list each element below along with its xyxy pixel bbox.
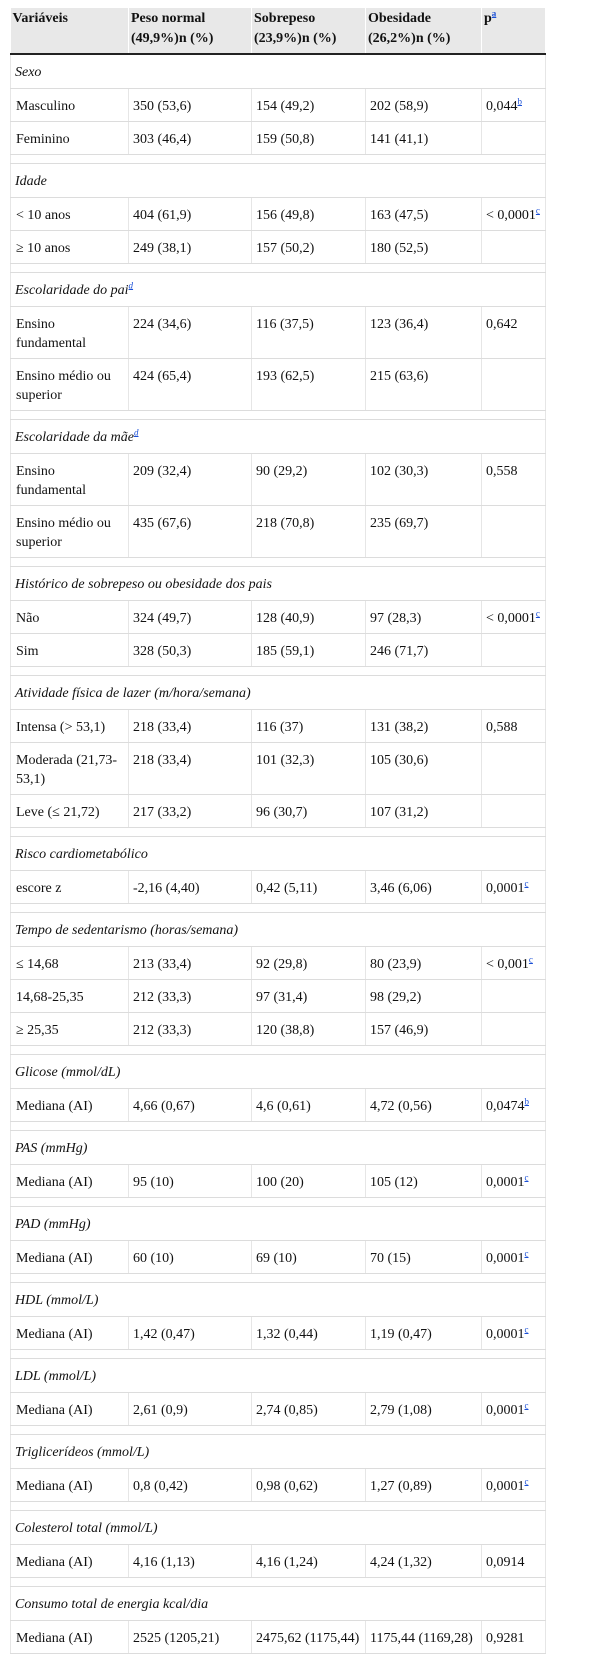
category-row <box>11 164 546 198</box>
row-label-cell: 14,68-25,35 <box>11 980 129 1013</box>
table-row <box>11 1013 546 1046</box>
category-row <box>11 54 546 89</box>
table-row <box>11 980 546 1013</box>
obesidade-cell: 246 (71,7) <box>366 634 482 667</box>
p-value-cell <box>482 1165 546 1198</box>
category-row <box>11 567 546 601</box>
group-spacer <box>11 667 546 676</box>
p-value-cell <box>482 506 546 558</box>
footnote-link[interactable]: b <box>524 1096 529 1107</box>
group-spacer <box>11 904 546 913</box>
category-label: HDL (mmol/L) <box>15 1293 99 1308</box>
spacer-cell <box>11 1426 546 1435</box>
category-row <box>11 1435 546 1469</box>
category-title <box>11 913 546 947</box>
group-spacer <box>11 1578 546 1587</box>
obesidade-cell: 141 (41,1) <box>366 122 482 155</box>
obesidade-cell: 163 (47,5) <box>366 198 482 231</box>
spacer-cell <box>11 828 546 837</box>
footnote-link[interactable]: c <box>524 878 529 889</box>
table-row <box>11 231 546 264</box>
category-row <box>11 837 546 871</box>
category-row <box>11 913 546 947</box>
p-value-cell <box>482 1013 546 1046</box>
p-value: 0,0001 <box>486 1175 525 1190</box>
peso-normal-cell: -2,16 (4,40) <box>129 871 252 904</box>
spacer-cell <box>11 904 546 913</box>
footnote-link[interactable]: c <box>524 1172 529 1183</box>
category-label: PAD (mmHg) <box>15 1217 91 1232</box>
p-value-cell <box>482 1469 546 1502</box>
p-value-cell <box>482 634 546 667</box>
row-label-cell: Ensino médio ou superior <box>11 506 129 558</box>
table-row <box>11 1241 546 1274</box>
group-spacer <box>11 1046 546 1055</box>
category-title <box>11 273 546 307</box>
peso-normal-cell: 4,16 (1,13) <box>129 1545 252 1578</box>
row-label-cell: Mediana (AI) <box>11 1089 129 1122</box>
obesidade-cell: 215 (63,6) <box>366 359 482 411</box>
p-value-cell <box>482 1393 546 1426</box>
p-value-cell <box>482 359 546 411</box>
footnote-link[interactable]: c <box>535 205 540 216</box>
category-row <box>11 1587 546 1621</box>
category-title <box>11 1283 546 1317</box>
obesidade-cell: 80 (23,9) <box>366 947 482 980</box>
spacer-cell <box>11 1578 546 1587</box>
obesidade-cell: 4,24 (1,32) <box>366 1545 482 1578</box>
peso-normal-cell: 4,66 (0,67) <box>129 1089 252 1122</box>
peso-normal-cell: 218 (33,4) <box>129 743 252 795</box>
peso-normal-cell: 213 (33,4) <box>129 947 252 980</box>
p-value-cell <box>482 1089 546 1122</box>
spacer-cell <box>11 1122 546 1131</box>
table-row <box>11 506 546 558</box>
sobrepeso-cell: 100 (20) <box>252 1165 366 1198</box>
category-title <box>11 1055 546 1089</box>
obesidade-cell: 1175,44 (1169,28) <box>366 1621 482 1654</box>
sobrepeso-cell: 128 (40,9) <box>252 601 366 634</box>
peso-normal-cell: 1,42 (0,47) <box>129 1317 252 1350</box>
obesidade-cell: 235 (69,7) <box>366 506 482 558</box>
p-value: < 0,001 <box>486 957 529 972</box>
p-value-cell <box>482 1241 546 1274</box>
category-row <box>11 676 546 710</box>
category-label: Glicose (mmol/dL) <box>15 1065 121 1080</box>
sobrepeso-cell: 116 (37,5) <box>252 307 366 359</box>
sobrepeso-cell: 1,32 (0,44) <box>252 1317 366 1350</box>
table-row <box>11 743 546 795</box>
group-spacer <box>11 1122 546 1131</box>
row-label-cell: Mediana (AI) <box>11 1317 129 1350</box>
category-label: Idade <box>15 174 47 189</box>
row-label-cell: Não <box>11 601 129 634</box>
sobrepeso-cell: 101 (32,3) <box>252 743 366 795</box>
obesidade-cell: 97 (28,3) <box>366 601 482 634</box>
p-value-cell <box>482 198 546 231</box>
peso-normal-cell: 2,61 (0,9) <box>129 1393 252 1426</box>
row-label-cell: ≥ 25,35 <box>11 1013 129 1046</box>
table-row <box>11 1621 546 1654</box>
p-value: 0,0914 <box>486 1555 525 1570</box>
category-title <box>11 54 546 89</box>
category-row <box>11 273 546 307</box>
footnote-link[interactable]: c <box>524 1476 529 1487</box>
row-label-cell: Ensino fundamental <box>11 307 129 359</box>
row-label-cell: Mediana (AI) <box>11 1621 129 1654</box>
category-row <box>11 1055 546 1089</box>
p-value-cell <box>482 1621 546 1654</box>
table-row <box>11 454 546 506</box>
obesidade-cell: 105 (12) <box>366 1165 482 1198</box>
p-value: 0,0001 <box>486 1403 525 1418</box>
row-label-cell: Mediana (AI) <box>11 1241 129 1274</box>
category-title <box>11 1359 546 1393</box>
sobrepeso-cell: 97 (31,4) <box>252 980 366 1013</box>
p-value: < 0,0001 <box>486 611 536 626</box>
footnote-link[interactable]: a <box>491 8 497 19</box>
peso-normal-cell: 424 (65,4) <box>129 359 252 411</box>
sobrepeso-cell: 185 (59,1) <box>252 634 366 667</box>
category-row <box>11 1131 546 1165</box>
footnote-link[interactable]: c <box>535 608 540 619</box>
header-variaveis: Variáveis <box>11 8 129 54</box>
p-value-cell <box>482 231 546 264</box>
row-label-cell: Ensino médio ou superior <box>11 359 129 411</box>
peso-normal-cell: 303 (46,4) <box>129 122 252 155</box>
category-row <box>11 1207 546 1241</box>
row-label-cell: Masculino <box>11 89 129 122</box>
category-title <box>11 837 546 871</box>
peso-normal-cell: 2525 (1205,21) <box>129 1621 252 1654</box>
table-row <box>11 1393 546 1426</box>
p-value: 0,0001 <box>486 881 525 896</box>
p-value: 0,0001 <box>486 1479 525 1494</box>
sobrepeso-cell: 2,74 (0,85) <box>252 1393 366 1426</box>
group-spacer <box>11 1426 546 1435</box>
category-title <box>11 1131 546 1165</box>
p-value-cell <box>482 710 546 743</box>
p-value-cell <box>482 795 546 828</box>
peso-normal-cell: 212 (33,3) <box>129 980 252 1013</box>
obesidade-cell: 123 (36,4) <box>366 307 482 359</box>
group-spacer <box>11 1274 546 1283</box>
sobrepeso-cell: 154 (49,2) <box>252 89 366 122</box>
p-value: 0,9281 <box>486 1631 525 1646</box>
sobrepeso-cell: 157 (50,2) <box>252 231 366 264</box>
table-row <box>11 1469 546 1502</box>
sobrepeso-cell: 2475,62 (1175,44) <box>252 1621 366 1654</box>
obesidade-cell: 70 (15) <box>366 1241 482 1274</box>
row-label-cell: ≤ 14,68 <box>11 947 129 980</box>
category-row <box>11 1359 546 1393</box>
group-spacer <box>11 828 546 837</box>
category-row <box>11 1283 546 1317</box>
row-label-cell: Mediana (AI) <box>11 1545 129 1578</box>
obesidade-cell: 4,72 (0,56) <box>366 1089 482 1122</box>
table-row <box>11 307 546 359</box>
obesidade-cell: 2,79 (1,08) <box>366 1393 482 1426</box>
table-row <box>11 1089 546 1122</box>
spacer-cell <box>11 1274 546 1283</box>
peso-normal-cell: 209 (32,4) <box>129 454 252 506</box>
table-header <box>11 8 546 54</box>
p-value: 0,558 <box>486 464 518 479</box>
obesidade-cell: 1,27 (0,89) <box>366 1469 482 1502</box>
p-value: 0,0001 <box>486 1327 525 1342</box>
p-value: 0,044 <box>486 99 518 114</box>
table-row <box>11 1545 546 1578</box>
obesidade-cell: 98 (29,2) <box>366 980 482 1013</box>
p-value-cell <box>482 1545 546 1578</box>
footnote-link[interactable]: c <box>524 1400 529 1411</box>
obesidade-cell: 202 (58,9) <box>366 89 482 122</box>
header-peso-normal: Peso normal (49,9%)n (%) <box>129 8 252 54</box>
spacer-cell <box>11 411 546 420</box>
sobrepeso-cell: 4,16 (1,24) <box>252 1545 366 1578</box>
table-row <box>11 795 546 828</box>
sobrepeso-cell: 159 (50,8) <box>252 122 366 155</box>
row-label-cell: Leve (≤ 21,72) <box>11 795 129 828</box>
p-value: 0,0474 <box>486 1099 525 1114</box>
peso-normal-cell: 350 (53,6) <box>129 89 252 122</box>
spacer-cell <box>11 264 546 273</box>
row-label-cell: Sim <box>11 634 129 667</box>
group-spacer <box>11 558 546 567</box>
p-value: 0,0001 <box>486 1251 525 1266</box>
sobrepeso-cell: 4,6 (0,61) <box>252 1089 366 1122</box>
peso-normal-cell: 224 (34,6) <box>129 307 252 359</box>
obesidade-cell: 180 (52,5) <box>366 231 482 264</box>
table-row <box>11 871 546 904</box>
category-label: Triglicerídeos (mmol/L) <box>15 1445 150 1460</box>
category-title <box>11 1207 546 1241</box>
category-label: Colesterol total (mmol/L) <box>15 1521 158 1536</box>
spacer-cell <box>11 667 546 676</box>
table-row <box>11 634 546 667</box>
category-label: Histórico de sobrepeso ou obesidade dos pais <box>15 577 272 592</box>
category-label: Escolaridade da mãe <box>15 430 134 445</box>
spacer-cell <box>11 1350 546 1359</box>
category-title <box>11 1435 546 1469</box>
sobrepeso-cell: 96 (30,7) <box>252 795 366 828</box>
table-row <box>11 89 546 122</box>
category-label: Consumo total de energia kcal/dia <box>15 1597 209 1612</box>
row-label-cell: < 10 anos <box>11 198 129 231</box>
p-value: 0,642 <box>486 317 518 332</box>
sobrepeso-cell: 0,42 (5,11) <box>252 871 366 904</box>
row-label-cell: Moderada (21,73-53,1) <box>11 743 129 795</box>
p-value-cell <box>482 89 546 122</box>
obesidade-cell: 107 (31,2) <box>366 795 482 828</box>
row-label-cell: escore z <box>11 871 129 904</box>
table-row <box>11 1317 546 1350</box>
peso-normal-cell: 404 (61,9) <box>129 198 252 231</box>
header-sobrepeso: Sobrepeso (23,9%)n (%) <box>252 8 366 54</box>
table-row <box>11 198 546 231</box>
row-label-cell: Mediana (AI) <box>11 1393 129 1426</box>
category-title <box>11 164 546 198</box>
group-spacer <box>11 1350 546 1359</box>
sobrepeso-cell: 116 (37) <box>252 710 366 743</box>
category-row <box>11 1511 546 1545</box>
category-label: Risco cardiometabólico <box>15 847 148 862</box>
category-row <box>11 420 546 454</box>
group-spacer <box>11 1198 546 1207</box>
category-title <box>11 567 546 601</box>
sobrepeso-cell: 69 (10) <box>252 1241 366 1274</box>
footnote-link[interactable]: d <box>133 427 139 438</box>
header-p-value: p$^a$ <box>482 8 546 54</box>
sobrepeso-cell: 193 (62,5) <box>252 359 366 411</box>
p-value-cell <box>482 122 546 155</box>
category-label: Sexo <box>15 65 42 80</box>
sobrepeso-cell: 120 (38,8) <box>252 1013 366 1046</box>
peso-normal-cell: 249 (38,1) <box>129 231 252 264</box>
p-value-cell <box>482 743 546 795</box>
category-title <box>11 676 546 710</box>
category-label: LDL (mmol/L) <box>15 1369 97 1384</box>
peso-normal-cell: 328 (50,3) <box>129 634 252 667</box>
sobrepeso-cell: 156 (49,8) <box>252 198 366 231</box>
row-label-cell: ≥ 10 anos <box>11 231 129 264</box>
footnote-link[interactable]: b <box>517 96 522 107</box>
peso-normal-cell: 324 (49,7) <box>129 601 252 634</box>
table-row <box>11 122 546 155</box>
spacer-cell <box>11 155 546 164</box>
row-label-cell: Ensino fundamental <box>11 454 129 506</box>
category-label: Tempo de sedentarismo (horas/semana) <box>15 923 239 938</box>
header-row <box>11 8 546 54</box>
obesidade-cell: 131 (38,2) <box>366 710 482 743</box>
spacer-cell <box>11 558 546 567</box>
peso-normal-cell: 218 (33,4) <box>129 710 252 743</box>
footnote-link[interactable]: c <box>524 1248 529 1259</box>
peso-normal-cell: 435 (67,6) <box>129 506 252 558</box>
peso-normal-cell: 95 (10) <box>129 1165 252 1198</box>
spacer-cell <box>11 1198 546 1207</box>
peso-normal-cell: 60 (10) <box>129 1241 252 1274</box>
p-value-cell <box>482 947 546 980</box>
row-label-cell: Mediana (AI) <box>11 1469 129 1502</box>
group-spacer <box>11 155 546 164</box>
row-label-cell: Mediana (AI) <box>11 1165 129 1198</box>
p-value-cell <box>482 871 546 904</box>
peso-normal-cell: 0,8 (0,42) <box>129 1469 252 1502</box>
obesidade-cell: 3,46 (6,06) <box>366 871 482 904</box>
table-row <box>11 947 546 980</box>
spacer-cell <box>11 1046 546 1055</box>
footnote-link[interactable]: d <box>128 280 134 291</box>
sobrepeso-cell: 0,98 (0,62) <box>252 1469 366 1502</box>
group-spacer <box>11 1502 546 1511</box>
table-row <box>11 1165 546 1198</box>
row-label-cell: Feminino <box>11 122 129 155</box>
data-table <box>10 8 546 1654</box>
spacer-cell <box>11 1502 546 1511</box>
p-value-cell <box>482 307 546 359</box>
peso-normal-cell: 212 (33,3) <box>129 1013 252 1046</box>
p-value: 0,588 <box>486 720 518 735</box>
p-value: < 0,0001 <box>486 208 536 223</box>
category-title <box>11 1511 546 1545</box>
header-obesidade: Obesidade (26,2%)n (%) <box>366 8 482 54</box>
p-value-cell <box>482 601 546 634</box>
group-spacer <box>11 264 546 273</box>
obesidade-cell: 105 (30,6) <box>366 743 482 795</box>
obesidade-cell: 102 (30,3) <box>366 454 482 506</box>
obesidade-cell: 1,19 (0,47) <box>366 1317 482 1350</box>
row-label-cell: Intensa (> 53,1) <box>11 710 129 743</box>
table-body <box>11 54 546 1654</box>
category-label: PAS (mmHg) <box>15 1141 88 1156</box>
p-value-cell <box>482 980 546 1013</box>
sobrepeso-cell: 90 (29,2) <box>252 454 366 506</box>
table-row <box>11 359 546 411</box>
sobrepeso-cell: 92 (29,8) <box>252 947 366 980</box>
category-title <box>11 1587 546 1621</box>
category-title <box>11 420 546 454</box>
category-label: Escolaridade do pai <box>15 283 129 298</box>
table-row <box>11 601 546 634</box>
footnote-link[interactable]: c <box>528 954 533 965</box>
table-row <box>11 710 546 743</box>
group-spacer <box>11 411 546 420</box>
p-value-cell <box>482 454 546 506</box>
peso-normal-cell: 217 (33,2) <box>129 795 252 828</box>
p-value-cell <box>482 1317 546 1350</box>
footnote-link[interactable]: c <box>524 1324 529 1335</box>
category-label: Atividade física de lazer (m/hora/semana) <box>15 686 251 701</box>
obesidade-cell: 157 (46,9) <box>366 1013 482 1046</box>
sobrepeso-cell: 218 (70,8) <box>252 506 366 558</box>
